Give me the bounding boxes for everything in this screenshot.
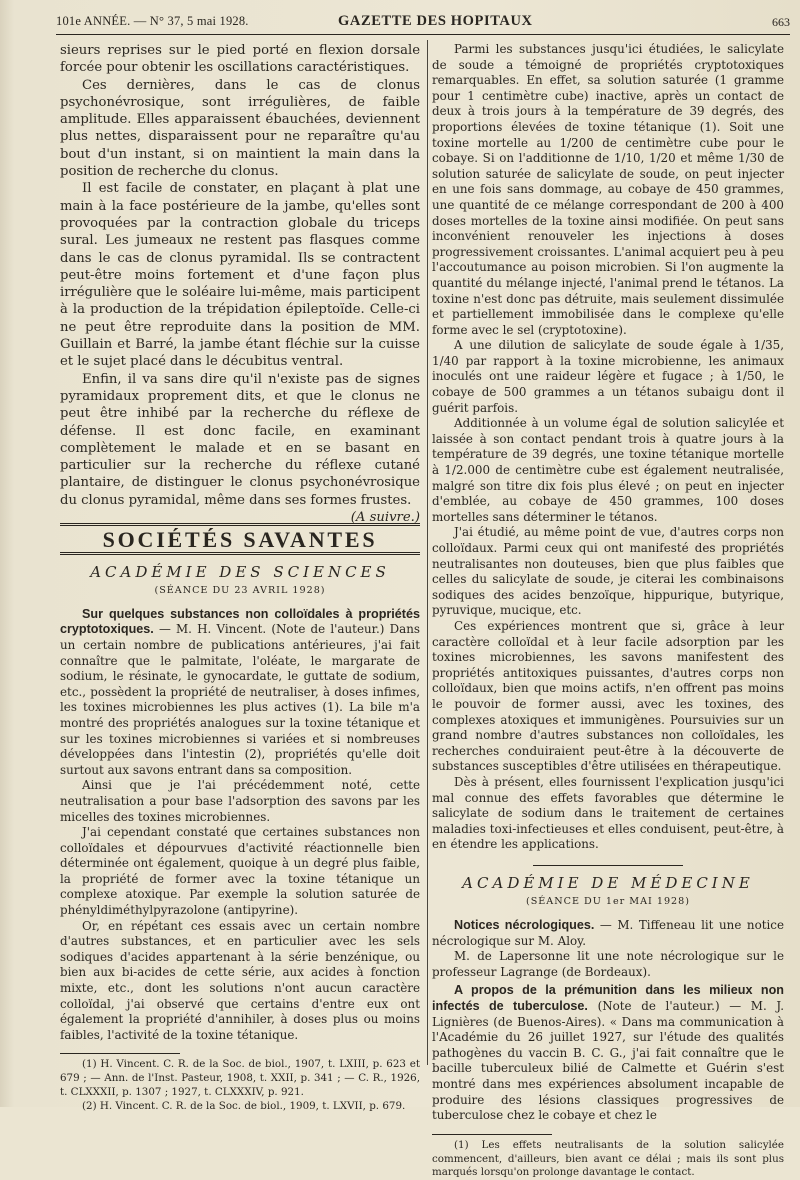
paragraph: Ces expériences montrent que si, grâce à leur caractère colloïdal et à leur facile adsorption par les toxines microbiennes, les savons manifestent des propriétés antitoxiques puissantes, d'autres corps non colloïdaux, bien que moins actifs, n'en offrent pas moins le pouvoir de former aussi, avec les toxines, des complexes atoxiques et immunigènes. Poursuivies sur un grand nombre d'autres substances non colloïdales, les recherches conduiraient peut-être à la découverte de substances susceptibles d'être utilisées en thérapeutique. bbox=[432, 618, 784, 774]
paragraph: Notices nécrologiques. — M. Tiffeneau lit une notice nécrologique sur M. Aloy. bbox=[432, 918, 785, 948]
footnote: (1) H. Vincent. C. R. de la Soc. de biol., 1907, t. LXIII, p. 623 et 679 ; — Ann. de l'Inst. Pasteur, 1908, t. XXII, p. 341 ; — C. R., 1926, t. CLXXXII, p. 1307 ; 1927, t. CLXXXIV, p. 921. bbox=[60, 1058, 420, 1099]
to-be-continued: (A suivre.) bbox=[350, 510, 420, 526]
section-title: SOCIÉTÉS SAVANTES bbox=[102, 527, 378, 553]
header-rule bbox=[56, 34, 790, 35]
session-date: (SÉANCE DU 23 AVRIL 1928) bbox=[154, 585, 326, 597]
paragraph: A une dilution de salicylate de soude égale à 1/35, 1/40 par rapport à la toxine microbienne, les animaux inoculés ont une raideur légère et fugace ; à 1/50, le cobaye de 500 grammes a un tétanos subaigu dont il guérit parfois. bbox=[432, 338, 784, 415]
paragraph: Dès à présent, elles fournissent l'explication jusqu'ici mal connue des effets favorables que détermine le salicylate de sodium dans le traitement de certaines maladies toxi-infectieuses et elles conduisent, peut-être, à en étendre les applications. bbox=[432, 774, 784, 852]
section-rule bbox=[533, 865, 683, 866]
right-column bbox=[432, 42, 784, 1180]
paragraph: Parmi les substances jusqu'ici étudiées, le salicylate de soude a témoigné de propriétés cryptotoxiques remarquables. En effet, sa solution saturée (1 gramme pour 1 centimètre cube) inactive, après un contact de deux à trois jours à la température de 39 degrés, des proportions élevées de toxine tétanique (1). Soit une toxine mortelle au 1/200 de centimètre cube pour le cobaye. Si on l'additionne de 1/10, 1/20 et même 1/30 de solution saturée de salicylate de soude, on peut injecter en une fois sans dommage, au cobaye de 450 grammes, une quantité de ce mélange correspondant de 200 à 400 doses mortelles de la toxine ainsi modifiée. On peut sans inconvénient renouveler les injections à doses progressivement croissantes. L'animal acquiert peu à peu l'accoutumance au poison microbien. Si l'on augmente la quantité du mélange injecté, l'animal prend le tétanos. La toxine n'est donc pas détruite, mais seulement dissimulée et partiellement immobilisée dans le complexe qu'elle forme avec le sel (cryptotoxine). bbox=[432, 42, 784, 337]
page-header bbox=[56, 10, 790, 34]
page-number: 663 bbox=[772, 15, 790, 29]
paragraph: J'ai étudié, au même point de vue, d'autres corps non colloïdaux. Parmi ceux qui ont manifesté des propriétés neutralisantes non douteuses, bien que plus faibles que celles du salicylate de soude, je citerai les combinaisons sodiques des acides benzoïque, hippurique, butyrique, pyruvique, mucique, etc. bbox=[432, 525, 784, 618]
paragraph: Ainsi que je l'ai précédemment noté, cette neutralisation a pour base l'adsorption des savons par les micelles des toxines microbiennes. bbox=[60, 778, 420, 824]
clonus-article-continued bbox=[60, 42, 420, 526]
academy-title: ACADÉMIE DE MÉDECINE bbox=[462, 873, 754, 892]
paragraph: Or, en répétant ces essais avec un certain nombre d'autres substances, et en particulier avec les sels sodiques d'acides appartenant à la série benzénique, ou bien aux bi-acides de cette série, aux acides à fonction mixte, etc., dont les solutions n'ont aucun caractère colloïdal, j'ai observé que certains d'entre eux ont également la propriété d'annihiler, à doses plus ou moins faibles, l'activité de la toxine tétanique. bbox=[60, 918, 420, 1042]
paragraph: A propos de la prémunition dans les milieux non infectés de tuberculose. (Note de l'auteur.) — M. J. Lignières (de Buenos-Aires). « Dans ma communication à l'Académie du 26 juillet 1927, sur l'étude des qualités pathogènes du vaccin B. C. G., j'ai fait connaître que le bacille tuberculeux bilié de Calmette et Guérin s'est montré dans mes expériences absolument incapable de produire des lésions classiques progressives de tuberculose chez le cobaye et chez le bbox=[432, 983, 785, 1123]
academy-title: ACADÉMIE DES SCIENCES bbox=[90, 562, 390, 581]
session-date: (SÉANCE DU 1er MAI 1928) bbox=[525, 896, 691, 908]
paragraph: Il est facile de constater, en plaçant à plat une main à la face postérieure de la jambe, qu'elles sont provoquées par la contraction globale du triceps sural. Les jumeaux ne restent pas flasques comme dans le cas de clonus pyramidal. Ils se contractent peut-être moins fortement et d'une façon plus irrégulière que le soléaire lui-même, mais participent à la production de la trépidation épileptoïde. Celle-ci ne peut être reproduite dans la position de MM. Guillain et Barré, la jambe étant fléchie sur la cuisse et le sujet placé dans le décubitus ventral. bbox=[60, 181, 420, 370]
paragraph: J'ai cependant constaté que certaines substances non colloïdales et dépourvues d'activité réactionnelle bien déterminée ont également, quoique à un degré plus faible, la propriété de former avec la toxine tétanique un complexe atoxique. Par exemple la solution saturée de phényldiméthylpyrazolone (antipyrine). bbox=[60, 825, 420, 918]
paragraph: Enfin, il va sans dire qu'il n'existe pas de signes pyramidaux proprement dits, et que le clonus ne peut être inhibé par la recherche du réflexe de défense. Il est donc facile, en examinant complètement le malade et en se basant en particulier sur la recherche du réflexe cutané plantaire, de distinguer le clonus psychonévrosique du clonus pyramidal, même dans ses formes frustes. (A suivre.) bbox=[60, 371, 420, 526]
paragraph: M. de Lapersonne lit une note nécrologique sur le professeur Lagrange (de Bordeaux). bbox=[432, 949, 784, 979]
footnote: (1) Les effets neutralisants de la solution salicylée commencent, d'ailleurs, bien avant ce délai ; mais ils sont plus marqués lorsqu'on prolonge davantage le contact. bbox=[432, 1138, 784, 1179]
footnote-rule bbox=[60, 1053, 180, 1054]
footnote: (2) H. Vincent. C. R. de la Soc. de biol., 1909, t. LXVII, p. 679. bbox=[82, 1099, 406, 1112]
article-title: Notices nécrologiques. bbox=[454, 918, 595, 933]
issue-info: 101e ANNÉE. — N° 37, 5 mai 1928. bbox=[56, 14, 249, 28]
article-title: A propos de la prémunition dans les milieux non infectés de tuberculose. bbox=[432, 983, 784, 1014]
article-title: Sur quelques substances non colloïdales à propriétés cryptotoxiques. bbox=[60, 606, 420, 637]
footnote-rule bbox=[432, 1134, 552, 1135]
paragraph: Additionnée à un volume égal de solution salicylée et laissée à son contact pendant trois à quatre jours à la température de 39 degrés, une toxine tétanique mortelle à 1/2.000 de centimètre cube est également neutralisée, malgré son titre dix fois plus élevé ; on peut en injecter d'emblée, au cobaye de 450 grammes, 100 doses mortelles sans déterminer le tétanos. bbox=[432, 416, 784, 524]
section-rule bbox=[60, 552, 420, 555]
left-column bbox=[60, 42, 420, 1114]
paragraph: sieurs reprises sur le pied porté en flexion dorsale forcée pour obtenir les oscillations caractéristiques. bbox=[60, 43, 420, 76]
column-divider bbox=[427, 40, 428, 1065]
journal-title: GAZETTE DES HOPITAUX bbox=[338, 13, 533, 29]
paragraph: Ces dernières, dans le cas de clonus psychonévrosique, sont irrégulières, de faible amplitude. Elles apparaissent ébauchées, deviennent plus nettes, disparaissent pour ne reparaître qu'au bout d'un instant, si on maintient la main dans la position de recherche du clonus. bbox=[60, 77, 420, 180]
article-paragraph: Sur quelques substances non colloïdales à propriétés cryptotoxiques. — M. H. Vincent. (Note de l'auteur.) Dans un certain nombre de publications antérieures, j'ai fait connaître que le palmitate, l'oléate, le margarate de sodium, le résinate, le gynocardate, le guttate de sodium, etc., possèdent la propriété de neutraliser, à doses infimes, les toxines microbiennes les plus actives (1). La bile m'a montré des propriétés analogues sur la toxine tétanique et sur les toxines microbiennes si variées et si nombreuses développées dans l'intestin (2), propriétés qu'elle doit surtout aux savons entrant dans sa composition. bbox=[60, 606, 421, 777]
article-author: — M. H. Vincent. (Note de l'auteur.) bbox=[158, 622, 385, 637]
